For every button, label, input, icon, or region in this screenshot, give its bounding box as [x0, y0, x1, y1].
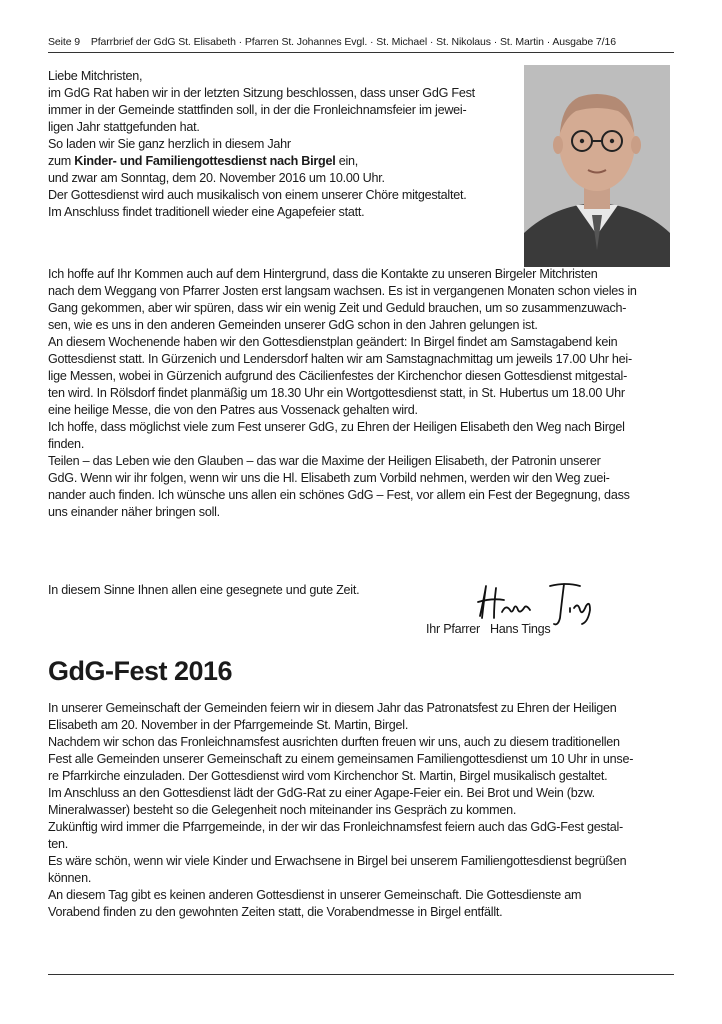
- text-line: Im Anschluss findet traditionell wieder eine Agapefeier statt.: [48, 205, 365, 219]
- handwritten-signature: [470, 578, 600, 628]
- text-line: immer in der Gemeinde stattfinden soll, in der die Fronleichnamsfeier im jewei-: [48, 103, 467, 117]
- text-line: eine heilige Messe, die von den Patres aus Vossenack gehalten wird.: [48, 403, 418, 417]
- invitation-line: [48, 153, 518, 170]
- text-line: Zukünftig wird immer die Pfarrgemeinde, in der wir das Fronleichnamsfest feiern auch das GdG-Fest gestal-: [48, 820, 623, 834]
- parish-name: St. Nikolaus: [436, 36, 491, 48]
- portrait-illustration: [524, 65, 670, 267]
- pastor-portrait-photo: [524, 65, 670, 267]
- issue-number: Ausgabe 7/16: [552, 36, 616, 48]
- text-line: lige Messen, wobei in Gürzenich aufgrund des Cäcilienfestes der Kirchenchor diesen Gottesdienst mitgestal-: [48, 369, 628, 383]
- text-line: sen, wie es uns in den anderen Gemeinden unserer GdG schon in den Jahren gelungen ist.: [48, 318, 538, 332]
- parish-name: Pfarren St. Johannes Evgl.: [244, 36, 368, 48]
- page-number: Seite 9: [48, 36, 80, 48]
- signature-drawing: [470, 578, 600, 628]
- parish-name: St. Martin: [499, 36, 544, 48]
- text-line: und zwar am Sonntag, dem 20. November 2016 um 10.00 Uhr.: [48, 171, 385, 185]
- text-line: können.: [48, 871, 92, 885]
- text-line: Ich hoffe auf Ihr Kommen auch auf dem Hintergrund, dass die Kontakte zu unseren Birgeler Mitchristen: [48, 267, 598, 281]
- letter-body: [48, 266, 674, 521]
- page-header: Seite 9 Pfarrbrief der GdG St. Elisabeth · Pfarren St. Johannes Evgl. · St. Michael · St. Nikolaus · St. Martin · Ausgabe 7/16: [48, 36, 674, 53]
- text-line: Nachdem wir schon das Fronleichnamsfest ausrichten durften freuen wir uns, auch zu diesem traditionellen: [48, 735, 620, 749]
- section-title: GdG-Fest 2016: [48, 656, 233, 686]
- text-line: ligen Jahr stattgefunden hat.: [48, 120, 200, 134]
- signatory-name: Hans Tings: [489, 622, 551, 636]
- text-line: Gang gekommen, aber wir spüren, dass wir ein wenig Zeit und Geduld brauchen, um so zusammenzuwach-: [48, 301, 627, 315]
- text-line: nander auch finden. Ich wünsche uns allen ein schönes GdG – Fest, vor allem ein Fest der Begegnung, dass: [48, 488, 630, 502]
- text-line: Im Anschluss an den Gottesdienst lädt der GdG-Rat zu einer Agape-Feier ein. Bei Brot und Wein (bzw.: [48, 786, 595, 800]
- section-body: [48, 700, 674, 921]
- invitation-pre: zum: [48, 154, 75, 168]
- text-line: nach dem Weggang von Pfarrer Josten erst langsam wachsen. Es ist in vergangenen Monaten schon vieles in: [48, 284, 637, 298]
- signatory-role: Ihr Pfarrer: [426, 622, 480, 636]
- text-line: Fest alle Gemeinden unserer Gemeinschaft zu einem gemeinsamen Familiengottesdienst um 10 Uhr in unse-: [48, 752, 634, 766]
- text-line: finden.: [48, 437, 85, 451]
- text-line: Teilen – das Leben wie den Glauben – das war die Maxime der Heiligen Elisabeth, der Patronin unserer: [48, 454, 601, 468]
- text-line: GdG. Wenn wir ihr folgen, wenn wir uns die Hl. Elisabeth zum Vorbild nehmen, werden wir den Weg zuei-: [48, 471, 610, 485]
- intro-text: [48, 68, 518, 221]
- text-line: ten.: [48, 837, 69, 851]
- publication-title: Pfarrbrief der GdG St. Elisabeth: [90, 36, 236, 48]
- text-line: An diesem Wochenende haben wir den Gottesdienstplan geändert: In Birgel findet am Samstagabend kein: [48, 335, 618, 349]
- text-line: uns einander näher bringen soll.: [48, 505, 220, 519]
- invitation-post: ein,: [335, 154, 359, 168]
- signature-caption: [426, 622, 550, 636]
- text-line: Ich hoffe, dass möglichst viele zum Fest unserer GdG, zu Ehren der Heiligen Elisabeth den Weg nach Birgel: [48, 420, 625, 434]
- text-line: Es wäre schön, wenn wir viele Kinder und Erwachsene in Birgel bei unserem Familiengottesdienst begrüßen: [48, 854, 627, 868]
- text-line: In unserer Gemeinschaft der Gemeinden feiern wir in diesem Jahr das Patronatsfest zu Ehren der Heiligen: [48, 701, 617, 715]
- text-line: ten wird. In Rölsdorf findet planmäßig um 18.30 Uhr ein Wortgottesdienst statt, in St. Hubertus um 18.00 Uhr: [48, 386, 625, 400]
- text-line: An diesem Tag gibt es keinen anderen Gottesdienst in unserer Gemeinschaft. Die Gottesdienste am: [48, 888, 582, 902]
- closing-text: In diesem Sinne Ihnen allen eine gesegnete und gute Zeit.: [48, 583, 360, 597]
- text-line: Der Gottesdienst wird auch musikalisch von einem unserer Chöre mitgestaltet.: [48, 188, 467, 202]
- invitation-highlight: Kinder- und Familiengottesdienst nach Birgel: [74, 154, 336, 168]
- text-line: So laden wir Sie ganz herzlich in diesem Jahr: [48, 137, 291, 151]
- text-line: Vorabend finden zu den gewohnten Zeiten statt, die Vorabendmesse in Birgel entfällt.: [48, 905, 503, 919]
- text-line: re Pfarrkirche einzuladen. Der Gottesdienst wird vom Kirchenchor St. Martin, Birgel musikalisch gestaltet.: [48, 769, 608, 783]
- text-line: Elisabeth am 20. November in der Pfarrgemeinde St. Martin, Birgel.: [48, 718, 409, 732]
- text-line: Liebe Mitchristen,: [48, 69, 143, 83]
- parish-name: St. Michael: [376, 36, 428, 48]
- text-line: im GdG Rat haben wir in der letzten Sitzung beschlossen, dass unser GdG Fest: [48, 86, 475, 100]
- footer-divider: [48, 974, 674, 975]
- text-line: Gottesdienst statt. In Gürzenich und Lendersdorf halten wir am Samstagnachmittag um jeweils 17.00 Uhr hei-: [48, 352, 632, 366]
- text-line: Mineralwasser) besteht so die Gelegenheit noch miteinander ins Gespräch zu kommen.: [48, 803, 517, 817]
